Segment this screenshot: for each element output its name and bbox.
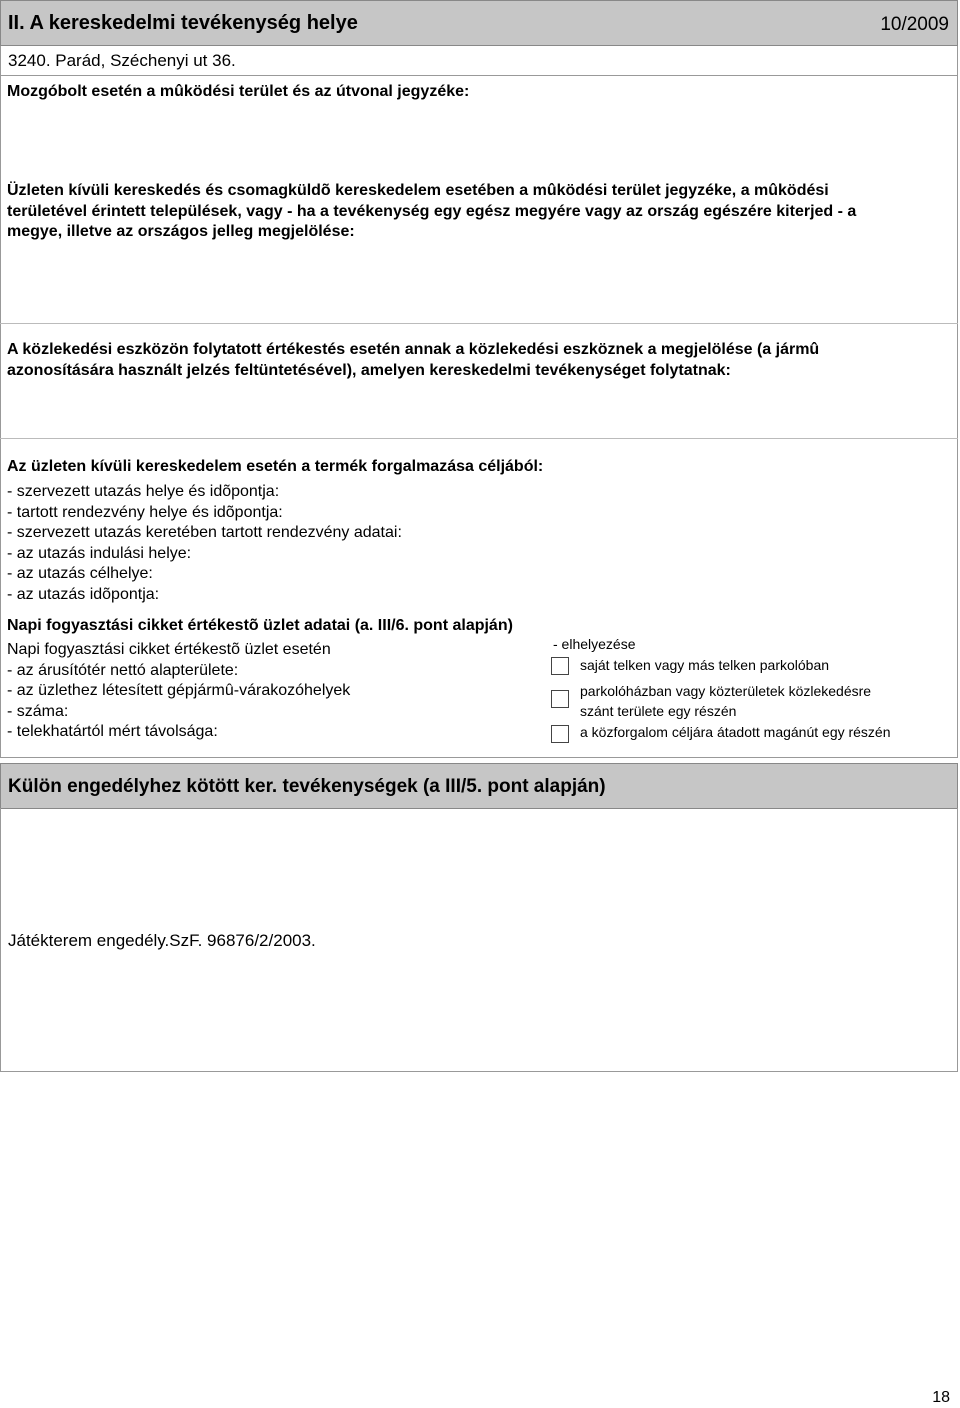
divider — [0, 438, 958, 439]
address-row — [0, 46, 958, 76]
option-parking-house-line: szánt területe egy részén — [580, 703, 737, 719]
placement-label: - elhelyezése — [553, 636, 636, 652]
offsite-item-event-data: - szervezett utazás keretében tartott rendezvény adatai: — [7, 524, 402, 541]
offsite-list — [7, 482, 402, 605]
option-parking-house-label — [580, 681, 871, 721]
doc-number: 10/2009 — [880, 14, 949, 35]
section-title: II. A kereskedelmi tevékenység helye — [8, 12, 358, 34]
vehicle-label — [7, 340, 819, 381]
offsite-item-travel-time: - az utazás idõpontja: — [7, 585, 160, 603]
food-item-parking-distance: - telekhatártól mért távolsága: — [7, 723, 218, 740]
checkbox-own-lot[interactable] — [551, 657, 569, 675]
offsite-item-departure: - az utazás indulási helye: — [7, 544, 192, 562]
vehicle-label-line: azonosítására használt jelzés feltüntetésével), amelyen kereskedelmi tevékenységet folytatnak: — [7, 361, 731, 379]
area-label — [7, 181, 856, 243]
offsite-item-event-place: - tartott rendezvény helye és idõpontja: — [7, 503, 283, 521]
offsite-item-destination: - az utazás célhelye: — [7, 565, 153, 582]
food-item-parking: - az üzlethez létesített gépjármû-várakozóhelyek — [7, 682, 351, 699]
route-value-area[interactable] — [0, 104, 958, 176]
area-label-line: területével érintett települések, vagy - ha a tevékenység egy egész megyére vagy az ország egészére kiterjed - a — [7, 202, 857, 220]
option-private-road-label: a közforgalom céljára átadott magánút egy részén — [580, 724, 891, 740]
route-label: Mozgóbolt esetén a mûködési terület és az útvonal jegyzéke: — [7, 83, 470, 100]
checkbox-private-road[interactable] — [551, 725, 569, 743]
area-label-line: Üzleten kívüli kereskedés és csomagküldõ kereskedelem esetében a mûködési terület jegyzéke, a mûködési — [7, 182, 829, 199]
address-value: 3240. Parád, Széchenyi ut 36. — [8, 51, 236, 70]
food-item-intro: Napi fogyasztási cikket értékestõ üzlet esetén — [7, 641, 331, 658]
area-value-area[interactable] — [0, 250, 958, 320]
permits-value: Játékterem engedély.SzF. 96876/2/2003. — [8, 931, 316, 950]
option-parking-house-line: parkolóházban vagy közterületek közlekedésre — [580, 683, 872, 699]
permits-box — [0, 808, 958, 1072]
food-title: Napi fogyasztási cikket értékestõ üzlet adatai (a. III/6. pont alapján) — [7, 617, 513, 634]
offsite-item-travel-place: - szervezett utazás helye és idõpontja: — [7, 483, 280, 500]
permits-header — [0, 763, 958, 809]
offsite-title: Az üzleten kívüli kereskedelem esetén a termék forgalmazása céljából: — [7, 458, 544, 475]
food-list — [7, 640, 350, 743]
vehicle-label-line: A közlekedési eszközön folytatott értékestés esetén annak a közlekedési eszköznek a megjelölése (a jármû — [7, 341, 820, 358]
checkbox-parking-house[interactable] — [551, 690, 569, 708]
divider — [0, 323, 958, 324]
section-header — [0, 0, 958, 46]
food-item-floor-area: - az árusítótér nettó alapterülete: — [7, 661, 239, 679]
food-item-parking-count: - száma: — [7, 702, 69, 720]
page-number: 18 — [932, 1389, 950, 1406]
option-own-lot-label: saját telken vagy más telken parkolóban — [580, 657, 830, 673]
area-label-line: megye, illetve az országos jelleg megjelölése: — [7, 223, 355, 240]
permits-title: Külön engedélyhez kötött ker. tevékenységek (a III/5. pont alapján) — [8, 776, 606, 797]
vehicle-value-area[interactable] — [0, 385, 958, 435]
